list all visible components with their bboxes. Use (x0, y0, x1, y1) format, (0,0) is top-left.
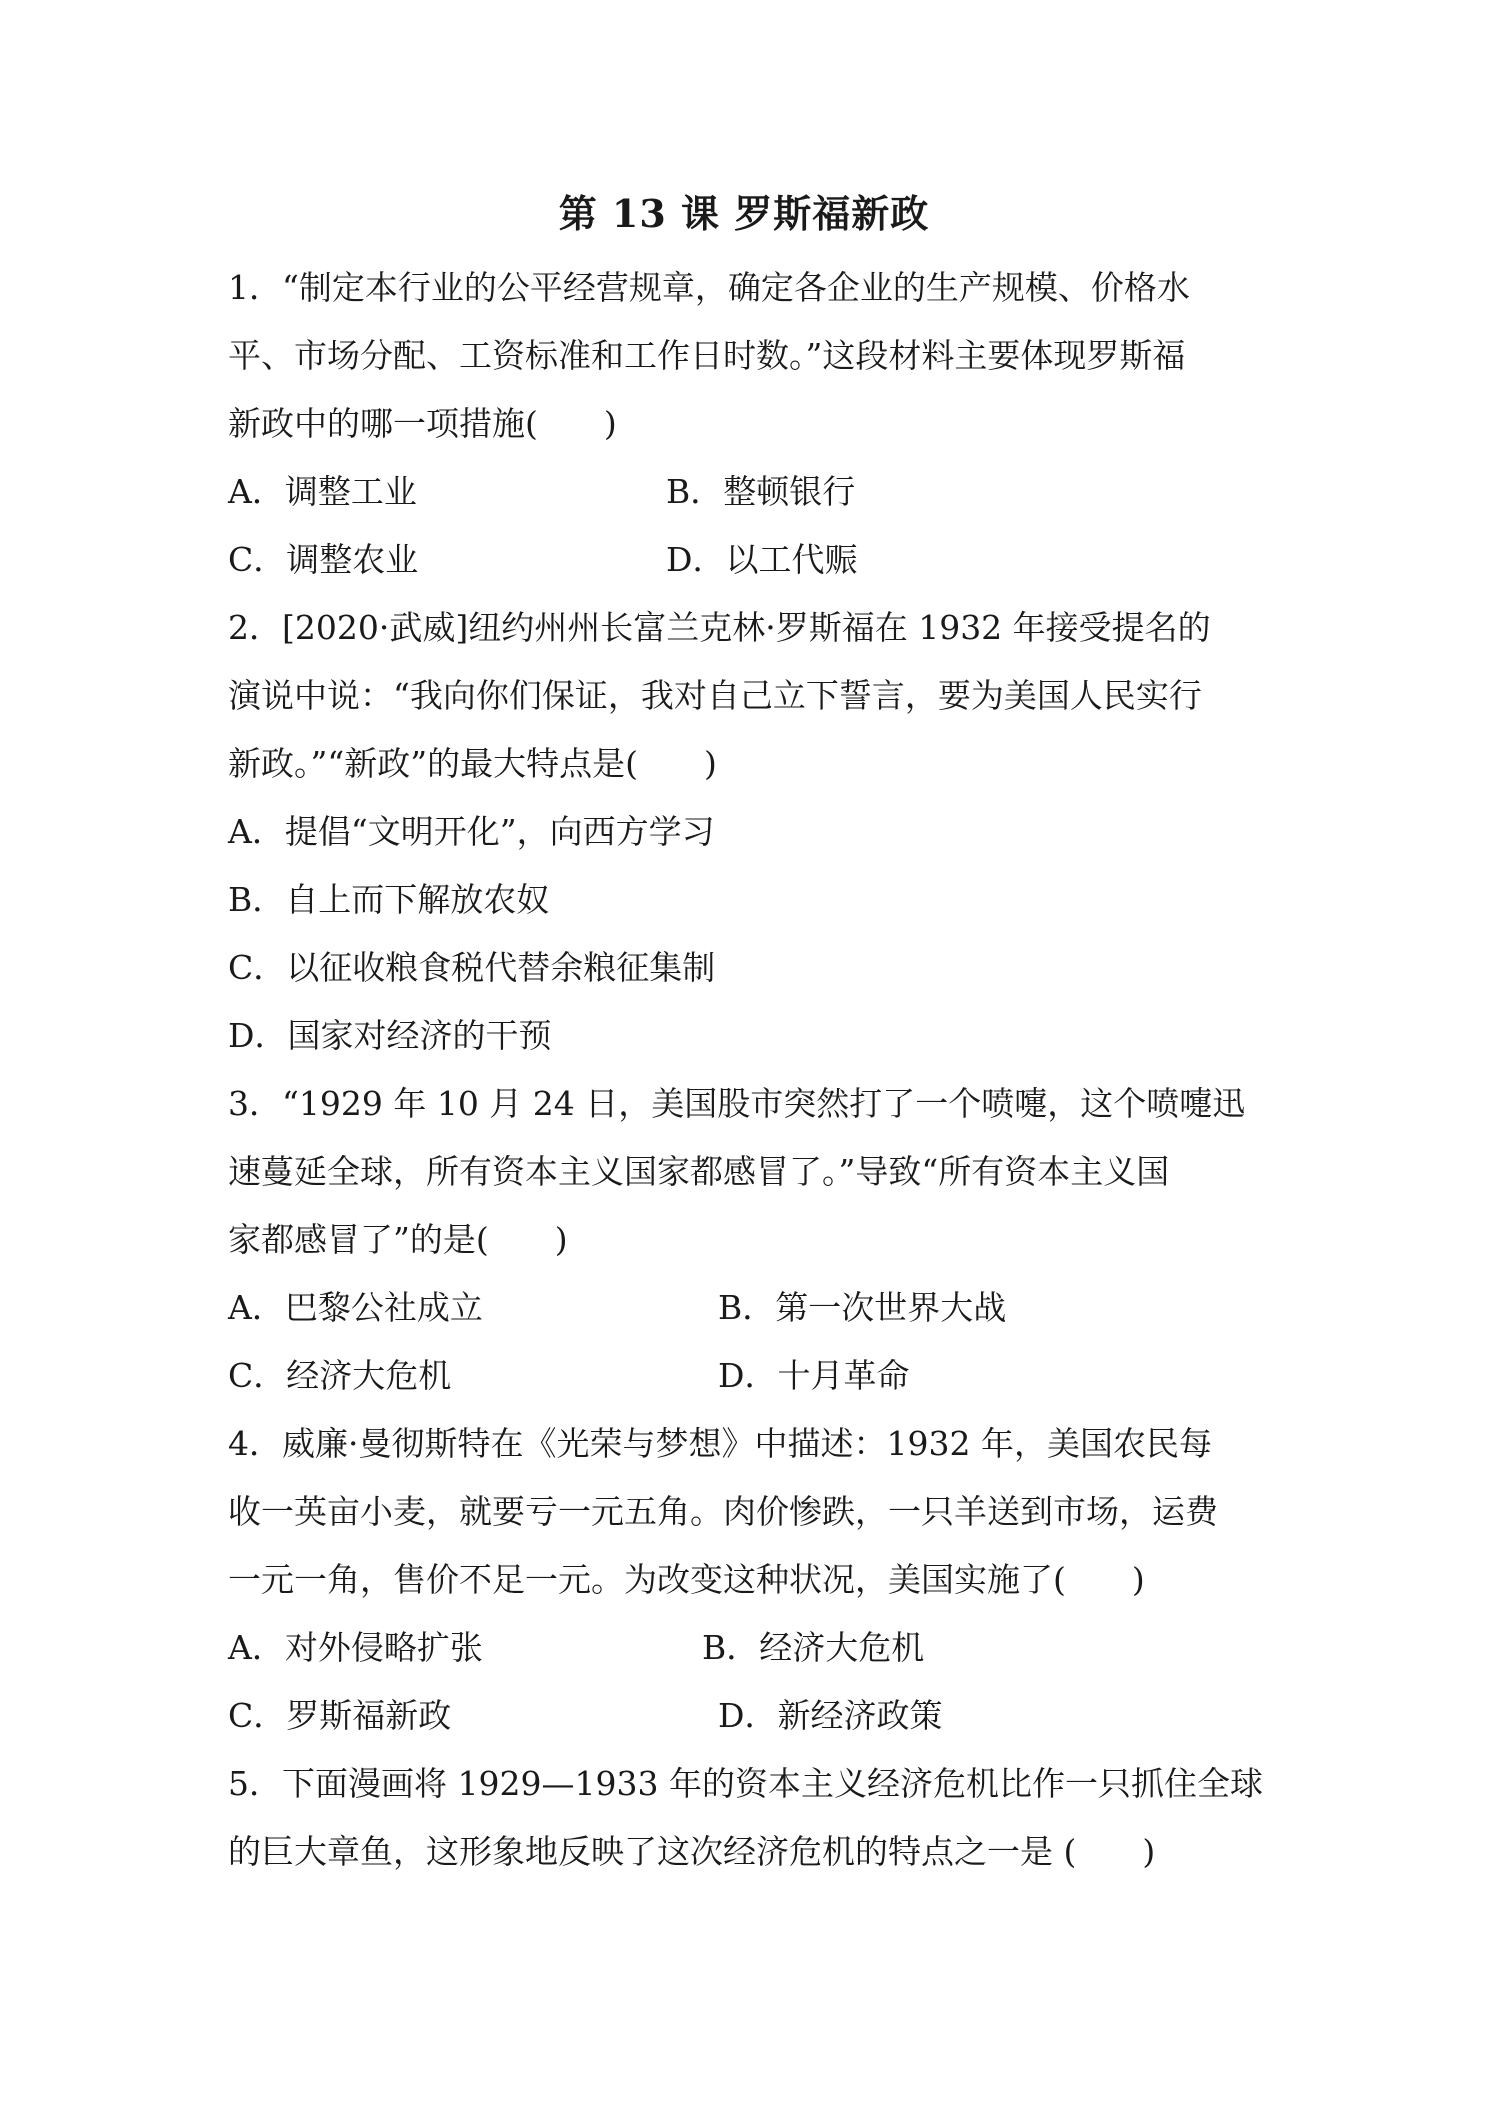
question-3-option-b: B．第一次世界大战 (718, 1288, 1007, 1327)
question-1-line-3: 新政中的哪一项措施( ) (228, 404, 617, 443)
question-4-option-a: A．对外侵略扩张 (228, 1628, 483, 1667)
question-2-line-3: 新政。”“新政”的最大特点是( ) (228, 744, 717, 783)
question-2-option-d: D．国家对经济的干预 (228, 1016, 552, 1055)
question-1-option-c: C．调整农业 (228, 540, 419, 579)
question-2-line-1: 2．[2020·武威]纽约州州长富兰克林·罗斯福在 1932 年接受提名的 (228, 608, 1211, 647)
question-2-line-2: 演说中说：“我向你们保证，我对自己立下誓言，要为美国人民实行 (228, 676, 1202, 715)
question-5-line-1: 5．下面漫画将 1929—1933 年的资本主义经济危机比作一只抓住全球 (228, 1764, 1263, 1803)
question-2-option-b: B．自上而下解放农奴 (228, 880, 550, 919)
question-1-option-b: B．整顿银行 (666, 472, 856, 511)
question-4-option-d: D．新经济政策 (718, 1696, 943, 1735)
question-3-option-c: C．经济大危机 (228, 1356, 452, 1395)
question-5-line-2: 的巨大章鱼，这形象地反映了这次经济危机的特点之一是 ( ) (228, 1832, 1156, 1871)
question-1-option-a: A．调整工业 (228, 472, 417, 511)
question-3-option-a: A．巴黎公社成立 (228, 1288, 483, 1327)
question-3-line-2: 速蔓延全球，所有资本主义国家都感冒了。”导致“所有资本主义国 (228, 1152, 1170, 1191)
question-3-line-3: 家都感冒了”的是( ) (228, 1220, 568, 1259)
question-1-line-1: 1．“制定本行业的公平经营规章，确定各企业的生产规模、价格水 (228, 268, 1190, 307)
question-4-option-b: B．经济大危机 (702, 1628, 925, 1667)
question-4-line-3: 一元一角，售价不足一元。为改变这种状况，美国实施了( ) (228, 1560, 1145, 1599)
question-1-option-d: D．以工代赈 (666, 540, 858, 579)
question-1-line-2: 平、市场分配、工资标准和工作日时数。”这段材料主要体现罗斯福 (228, 336, 1186, 375)
question-4-line-2: 收一英亩小麦，就要亏一元五角。肉价惨跌，一只羊送到市场，运费 (228, 1492, 1218, 1531)
question-2-option-a: A．提倡“文明开化”，向西方学习 (228, 812, 715, 851)
question-4-line-1: 4．威廉·曼彻斯特在《光荣与梦想》中描述：1932 年，美国农民每 (228, 1424, 1212, 1463)
question-2-option-c: C．以征收粮食税代替余粮征集制 (228, 948, 716, 987)
page-title: 第 13 课 罗斯福新政 (558, 191, 930, 236)
question-3-line-1: 3．“1929 年 10 月 24 日，美国股市突然打了一个喷嚏，这个喷嚏迅 (228, 1084, 1246, 1123)
question-4-option-c: C．罗斯福新政 (228, 1696, 452, 1735)
question-3-option-d: D．十月革命 (718, 1356, 910, 1395)
